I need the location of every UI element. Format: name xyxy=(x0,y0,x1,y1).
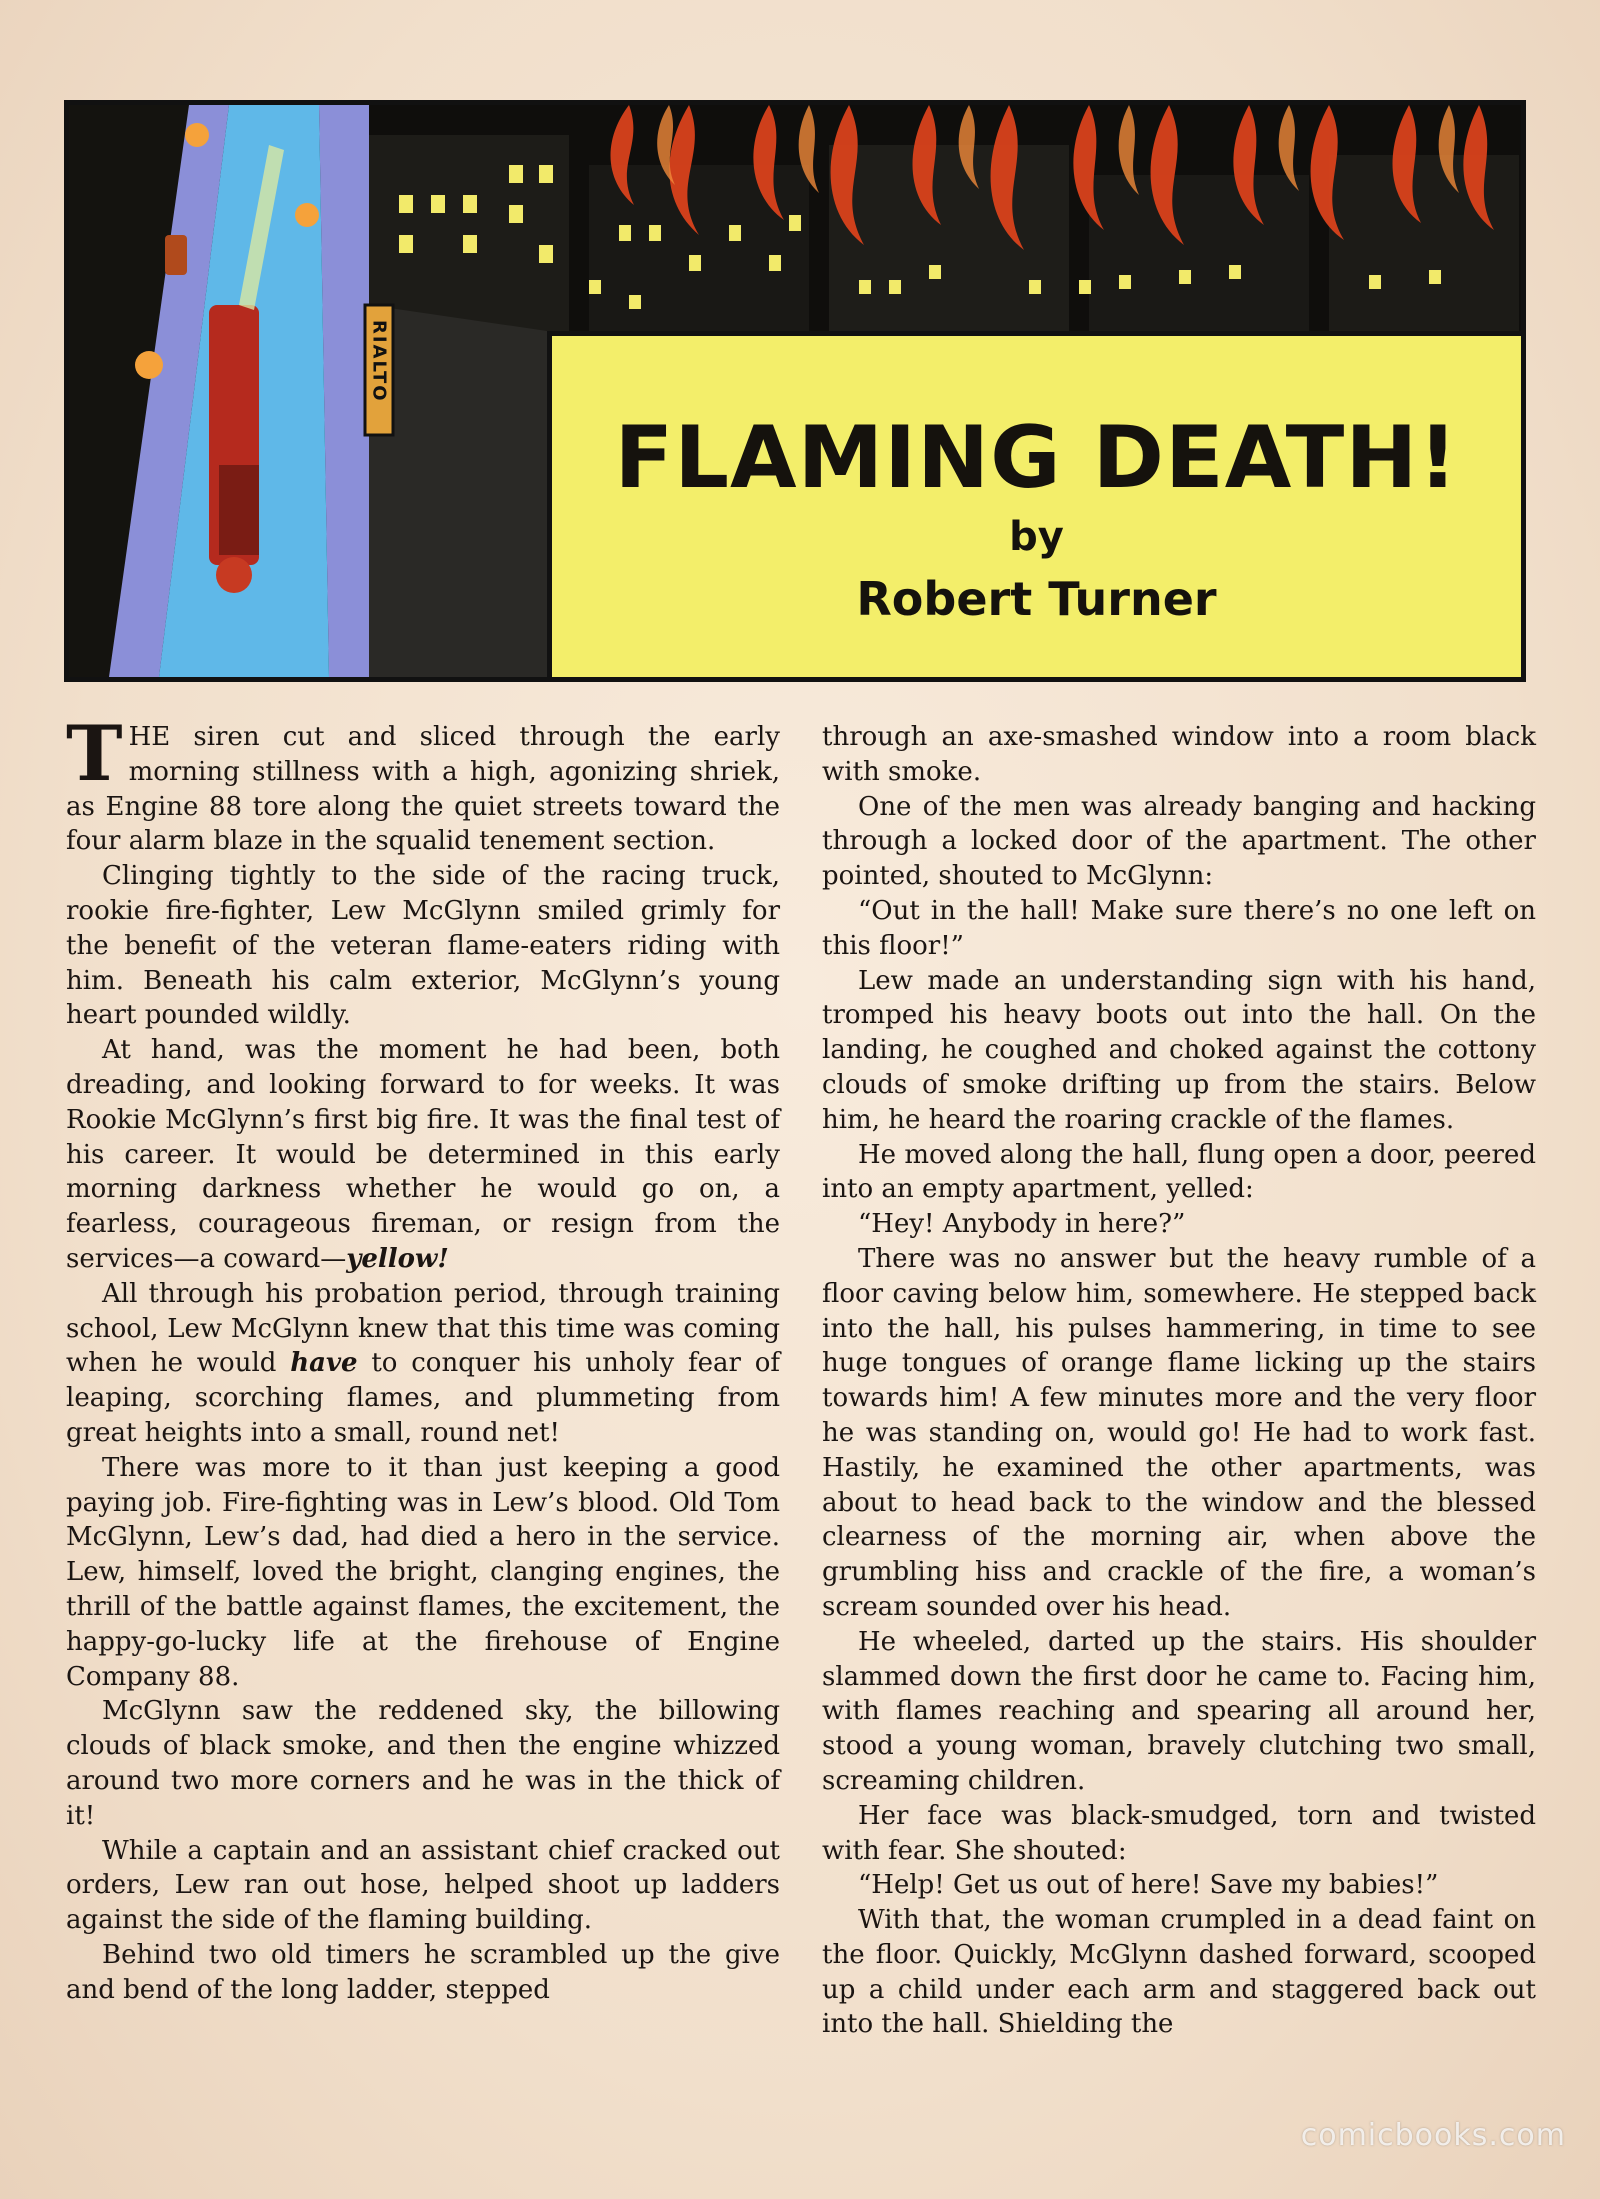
byline: by xyxy=(1009,514,1064,560)
paragraph: “Hey! Anybody in here?” xyxy=(858,1209,1186,1240)
paragraph: McGlynn saw the reddened sky, the billowing clouds of black smoke, and then the engine whizzed around two more corners and he was in the thick of it! xyxy=(66,1696,780,1831)
drop-cap: T xyxy=(66,709,123,798)
paragraph: He wheeled, darted up the stairs. His shoulder slammed down the first door he came to. Facing him, with flames reaching and spearing all around her, stood a young woman, bravely clutching two small, screaming children. xyxy=(822,1626,1536,1796)
paragraph: Lew made an understanding sign with his hand, tromped his heavy boots out into the hall. On the landing, he coughed and choked against the cottony clouds of smoke drifting up from the stairs. Below him, he heard the roaring crackle of the flames. xyxy=(822,965,1536,1135)
paragraph: “Help! Get us out of here! Save my babies!” xyxy=(858,1870,1439,1901)
paragraph: One of the men was already banging and hacking through a locked door of the apartment. The other pointed, shouted to McGlynn: xyxy=(822,791,1536,892)
title-box xyxy=(547,331,1521,677)
paragraph: At hand, was the moment he had been, both dreading, and looking forward to for weeks. It was Rookie McGlynn’s first big fire. It was the final test of his career. It would be determined in this early morning darkness whether he would go on, a fearless, courageous fireman, or resign from the services—a coward—yellow! xyxy=(66,1035,780,1274)
left-column xyxy=(66,709,780,2007)
paragraph: THE siren cut and sliced through the early morning stillness with a high, agonizing shriek, as Engine 88 tore along the quiet streets toward the four alarm blaze in the squalid tenement section. xyxy=(66,709,780,857)
paragraph: There was no answer but the heavy rumble of a floor caving below him, somewhere. He stepped back into the hall, his pulses hammering, in time to see huge tongues of orange flame licking up the stairs towards him! A few minutes more and the very floor he was standing on, would go! He had to work fast. Hastily, he examined the other apartments, was about to head back to the window and the blessed clearness of the morning air, when above the grumbling hiss and crackle of the fire, a woman’s scream sounded over his head. xyxy=(822,1243,1536,1622)
right-column xyxy=(822,720,1536,2042)
emphasis-have: have xyxy=(290,1348,358,1379)
rialto-sign: RIALTO xyxy=(368,320,390,403)
paragraph: He moved along the hall, flung open a door, peered into an empty apartment, yelled: xyxy=(822,1139,1536,1205)
paragraph: Her face was black-smudged, torn and twisted with fear. She shouted: xyxy=(822,1800,1536,1866)
paragraph: Behind two old timers he scrambled up the give and bend of the long ladder, stepped xyxy=(66,1939,780,2005)
paragraph: “Out in the hall! Make sure there’s no one left on this floor!” xyxy=(822,895,1536,961)
paragraph: With that, the woman crumpled in a dead faint on the floor. Quickly, McGlynn dashed forward, scooped up a child under each arm and staggered back out into the hall. Shielding the xyxy=(822,1905,1536,2040)
story-columns xyxy=(66,709,1536,2120)
watermark: comicbooks.com xyxy=(1300,2118,1566,2153)
emphasis-yellow: yellow! xyxy=(346,1243,449,1274)
paragraph: All through his probation period, through training school, Lew McGlynn knew that this time was coming when he would have to conquer his unholy fear of leaping, scorching flames, and plummeting from great heights into a small, round net! xyxy=(66,1278,780,1448)
paragraph: While a captain and an assistant chief cracked out orders, Lew ran out hose, helped shoot up ladders against the side of the flaming building. xyxy=(66,1835,780,1936)
paragraph: There was more to it than just keeping a good paying job. Fire-fighting was in Lew’s blood. Old Tom McGlynn, Lew’s dad, had died a hero in the service. Lew, himself, loved the bright, clanging engines, the thrill of the battle against flames, the excitement, the happy-go-lucky life at the firehouse of Engine Company 88. xyxy=(66,1452,780,1692)
paragraph: Clinging tightly to the side of the racing truck, rookie fire-fighter, Lew McGlynn smiled grimly for the benefit of the veteran flame-eaters riding with him. Beneath his calm exterior, McGlynn’s young heart pounded wildly. xyxy=(66,861,780,1031)
story-title: FLAMING DEATH! xyxy=(614,408,1459,508)
author-name: Robert Turner xyxy=(856,572,1217,626)
paragraph: through an axe-smashed window into a room black with smoke. xyxy=(822,722,1536,787)
title-panel xyxy=(64,100,1526,682)
